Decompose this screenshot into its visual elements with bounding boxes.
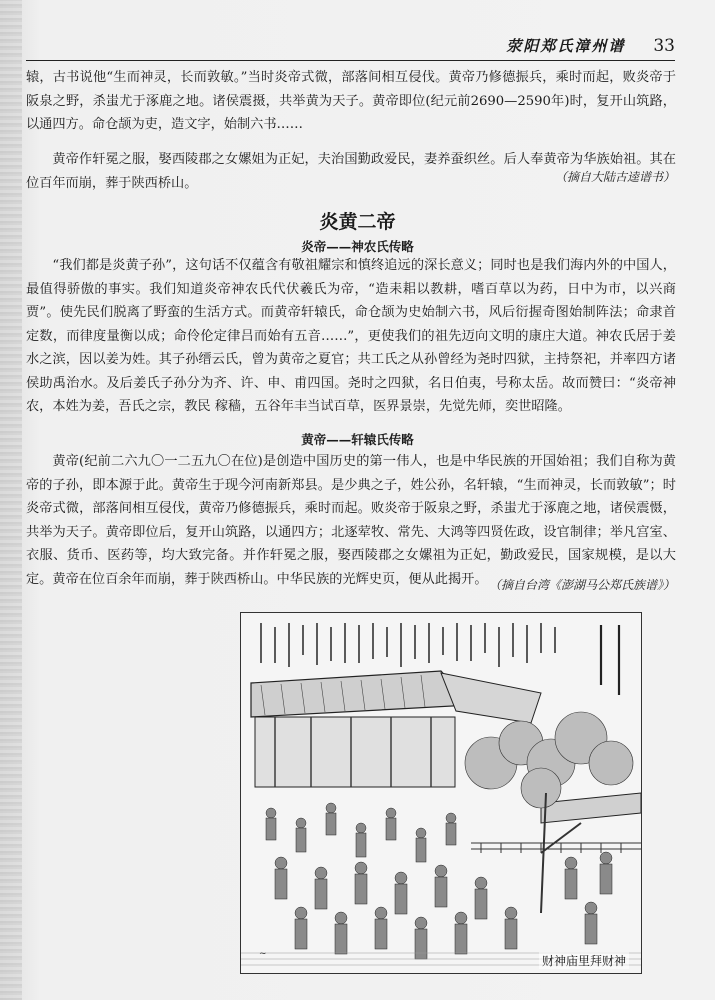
paragraph-huangdi-reign: 黄帝作轩冕之服，娶西陵郡之女嫘姐为正妃，夫治国勤政爱民，妻养蚕织丝。后人奉黄帝为华族始祖。其在位百年而崩，葬于陕西桥山。: [26, 152, 676, 191]
temple-illustration: [240, 612, 642, 974]
artist-signature-mark: ~: [259, 949, 267, 959]
subsection-title-yandi: 炎帝——神农氏传略: [301, 239, 414, 254]
subsection-title-huangdi: 黄帝——轩辕氏传略: [301, 432, 414, 447]
page-number: 33: [653, 36, 675, 56]
page-header: [20, 32, 675, 56]
figure-caption: 财神庙里拜财神: [539, 952, 629, 969]
paragraph-huangdi: 黄帝(纪前二六九〇一二五九〇在位)是创造中国历史的第一伟人，也是中华民族的开国始祖；我们自称为黄帝的子孙，即本源于此。黄帝生于现今河南新郑县。是少典之子，姓公孙，名轩辕，“生而神灵，长而敦敏”；时炎帝式微，部落间相互侵伐，黄帝乃修德振兵，乘时而起。败炎帝于阪泉之野，杀蚩尤于涿鹿之地，诸侯震慑，共举为天子。黄帝即位后，复开山筑路，以通四方；北逐荤牧、常先、大鸿等四贤佐政，设官制律；举凡宫室、衣服、货币、医药等，均大致完备。并作轩冕之服，娶西陵郡之女嫘祖为正妃，勤政爱民，国家规模，是以大定。黄帝在位百余年而崩，葬于陕西桥山。中华民族的光辉史页，便从此揭开。: [26, 454, 676, 587]
running-title: 荥阳郑氏漳州谱: [506, 37, 626, 55]
source-note: （摘自大陆古逵谱书）: [554, 170, 675, 184]
paragraph-huangdi-intro: 辕，古书说他“生而神灵，长而敦敏。”当时炎帝式微，部落间相互侵伐。黄帝乃修德振兵，乘时而起，败炎帝于阪泉之野，杀蚩尤于涿鹿之地。诸侯震摄，共举黄为天子。黄帝即位(纪元前2690—2590年)时，复开山筑路，以通四方。命仓颉为吏，造文字，始制六书……: [26, 70, 676, 132]
header-divider: [26, 60, 675, 61]
illustration-drawing: [241, 613, 641, 973]
section-title: 炎黄二帝: [319, 211, 396, 233]
paragraph-yandi: “我们都是炎黄子孙”，这句话不仅蕴含有敬祖耀宗和慎终追远的深长意义；同时也是我们海内外的中国人，最值得骄傲的事实。我们知道炎帝神农氏代伏羲氏为帝，“造耒耜以教耕，嗜百草以为药，日中为市，以兴商贾”。使先民们脱离了野蛮的生活方式。而黄帝轩辕氏，命仓颉为史始制六书，风后衍握奇图始制阵法；命隶首定数，而律度量衡以成；命伶伦定律吕而始有五音……”，更使我们的祖先迈向文明的康庄大道。神农氏居于姜水之滨，因以姜为姓。其子孙缙云氏，曾为黄帝之夏官；共工氏之从孙曾经为尧时四狱，主持祭祀，并率四方诸侯助禹治水。及后姜氏子孙分为齐、许、申、甫四国。尧时之四狱，名日伯夷，号称太岳。故而赞曰：“炎帝神农，本姓为姜，吾氏之宗，教民 稼穑，五谷年丰当试百草，医界景崇，先觉先师，奕世昭隆。: [26, 258, 676, 414]
scan-gutter: [0, 0, 22, 1000]
source-note: （摘自台湾《澎湖马公郑氏族谱》）: [488, 578, 675, 592]
